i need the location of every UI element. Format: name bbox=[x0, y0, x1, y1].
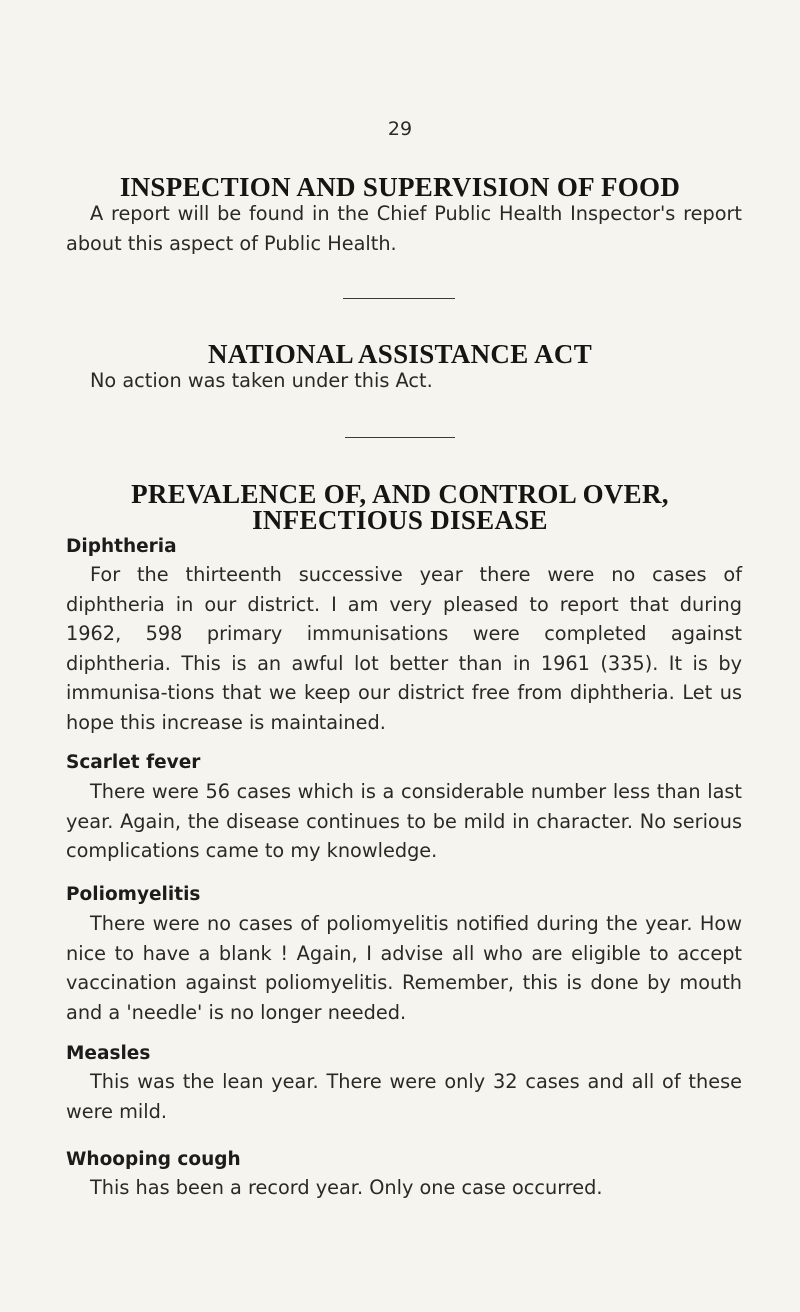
scarlet-fever-text: There were 56 cases which is a considerable number less than last year. Again, the disease continues to be mild in character. No serious complications came to my knowledge. bbox=[66, 780, 742, 863]
scarlet-fever-paragraph bbox=[66, 777, 742, 866]
measles-title: Measles bbox=[66, 1043, 151, 1064]
diphtheria-title: Diphtheria bbox=[66, 536, 177, 557]
whooping-cough-text: This has been a record year. Only one case occurred. bbox=[90, 1176, 603, 1199]
infectious-heading-line2: INFECTIOUS DISEASE bbox=[252, 505, 548, 535]
diphtheria-paragraph bbox=[66, 560, 742, 738]
food-text: A report will be found in the Chief Public Health Inspector's report about this aspect of Public Health. bbox=[66, 202, 742, 255]
diphtheria-text: For the thirteenth successive year there were no cases of diphtheria in our district. I am very pleased to report that during 1962, 598 primary immunisations were completed against diphtheria. This is an awful lot better than in 1961 (335). It is by immunisa-tions that we keep our district free from diphtheria. Let us hope this increase is maintained. bbox=[66, 563, 742, 734]
poliomyelitis-title: Poliomyelitis bbox=[66, 884, 201, 905]
section-divider bbox=[345, 437, 455, 438]
poliomyelitis-paragraph bbox=[66, 909, 742, 1027]
section-divider bbox=[343, 298, 455, 299]
national-assistance-heading: NATIONAL ASSISTANCE ACT bbox=[207, 339, 593, 369]
page-number: 29 bbox=[387, 118, 413, 140]
measles-text: This was the lean year. There were only 32 cases and all of these were mild. bbox=[66, 1070, 742, 1123]
food-paragraph bbox=[66, 199, 742, 258]
poliomyelitis-text: There were no cases of poliomyelitis notified during the year. How nice to have a blank ! Again, I advise all who are eligible to accept vaccination against poliomyelitis. Remember, this is done by mouth and a 'needle' is no longer needed. bbox=[66, 912, 742, 1024]
whooping-cough-paragraph bbox=[66, 1173, 742, 1203]
national-assistance-paragraph bbox=[66, 366, 742, 396]
measles-paragraph bbox=[66, 1067, 742, 1126]
food-heading: INSPECTION AND SUPERVISION OF FOOD bbox=[119, 172, 681, 202]
scarlet-fever-title: Scarlet fever bbox=[66, 752, 201, 773]
infectious-heading-line1: PREVALENCE OF, AND CONTROL OVER, bbox=[131, 479, 669, 509]
national-assistance-text: No action was taken under this Act. bbox=[90, 369, 433, 392]
whooping-cough-title: Whooping cough bbox=[66, 1149, 241, 1170]
